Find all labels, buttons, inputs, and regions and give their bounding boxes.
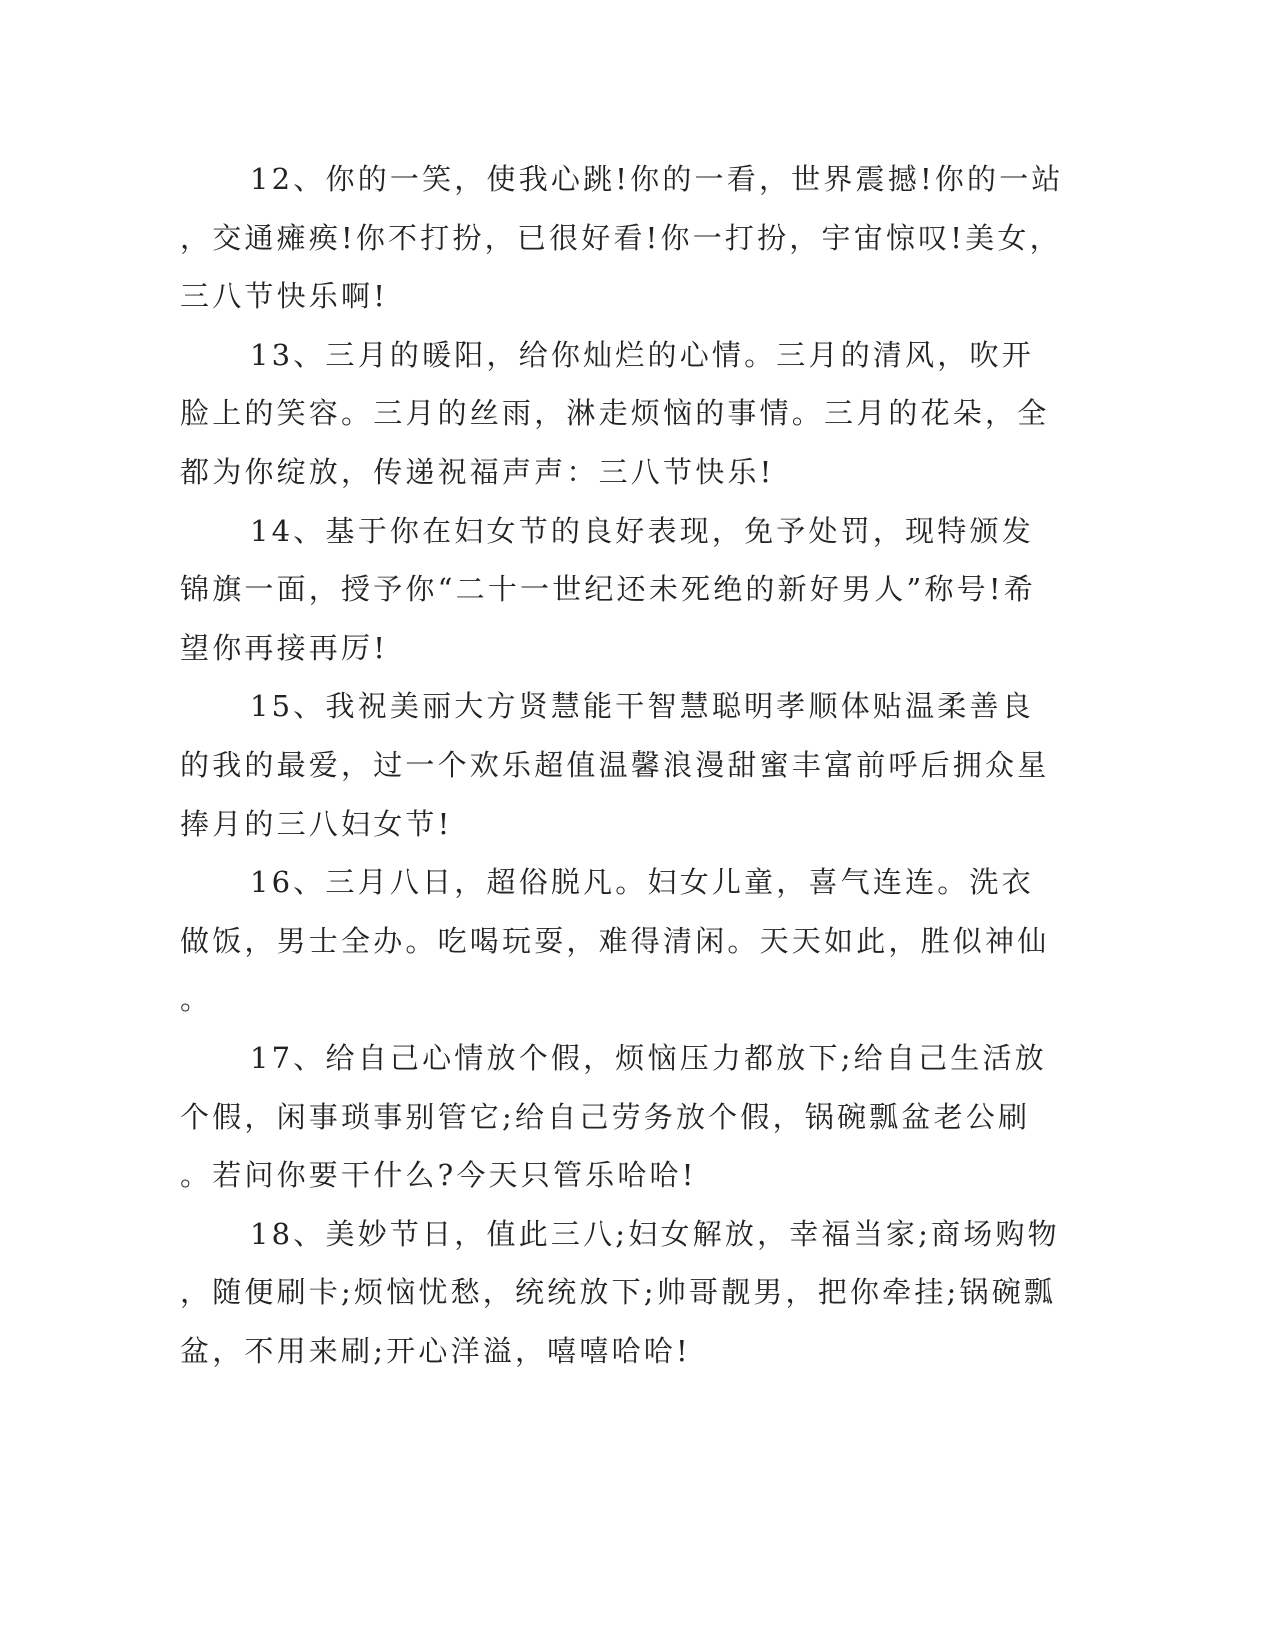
paragraph-line: 锦旗一面，授予你“二十一世纪还未死绝的新好男人”称号!希 xyxy=(180,572,1036,607)
paragraph-line: 的我的最爱，过一个欢乐超值温馨浪漫甜蜜丰富前呼后拥众星 xyxy=(180,747,1050,782)
paragraph-14 xyxy=(180,502,1040,678)
paragraph-line: 盆，不用来刷;开心洋溢，嘻嘻哈哈! xyxy=(180,1333,691,1368)
paragraph-line: 做饭，男士全办。吃喝玩耍，难得清闲。天天如此，胜似神仙 xyxy=(180,923,1050,958)
paragraph-line: 望你再接再厉! xyxy=(180,630,389,665)
paragraph-line: ，随便刷卡;烦恼忧愁，统统放下;帅哥靓男，把你牵挂;锅碗瓢 xyxy=(180,1275,1057,1310)
paragraph-line: 。若问你要干什么?今天只管乐哈哈! xyxy=(180,1158,697,1193)
paragraph-line: 14、基于你在妇女节的良好表现，免予处罚，现特颁发 xyxy=(250,513,1034,548)
paragraph-17 xyxy=(180,1029,1047,1205)
paragraph-12 xyxy=(180,150,1064,326)
paragraph-line: 18、美妙节日，值此三八;妇女解放，幸福当家;商场购物 xyxy=(250,1216,1060,1251)
paragraph-15 xyxy=(180,677,1050,853)
paragraph-line: 12、你的一笑，使我心跳!你的一看，世界震撼!你的一站 xyxy=(250,162,1064,196)
paragraph-line: 捧月的三八妇女节! xyxy=(180,806,453,841)
paragraph-line: 个假，闲事琐事别管它;给自己劳务放个假，锅碗瓢盆老公刷 xyxy=(180,1099,1031,1134)
paragraph-line: ，交通瘫痪!你不打扮，已很好看!你一打扮，宇宙惊叹!美女， xyxy=(180,220,1062,255)
paragraph-18 xyxy=(180,1205,1060,1381)
paragraph-line: 。 xyxy=(180,982,213,1017)
paragraph-13 xyxy=(180,326,1050,502)
paragraph-16 xyxy=(180,853,1050,1029)
paragraph-line: 都为你绽放，传递祝福声声：三八节快乐! xyxy=(180,454,775,489)
paragraph-line: 脸上的笑容。三月的丝雨，淋走烦恼的事情。三月的花朵，全 xyxy=(180,396,1050,431)
paragraph-line: 三八节快乐啊! xyxy=(180,279,389,314)
paragraph-line: 15、我祝美丽大方贤慧能干智慧聪明孝顺体贴温柔善良 xyxy=(250,689,1034,724)
document-body xyxy=(180,150,1064,1380)
paragraph-line: 16、三月八日，超俗脱凡。妇女儿童，喜气连连。洗衣 xyxy=(250,865,1034,900)
paragraph-line: 17、给自己心情放个假，烦恼压力都放下;给自己生活放 xyxy=(250,1040,1047,1075)
paragraph-line: 13、三月的暖阳，给你灿烂的心情。三月的清风，吹开 xyxy=(250,337,1034,372)
